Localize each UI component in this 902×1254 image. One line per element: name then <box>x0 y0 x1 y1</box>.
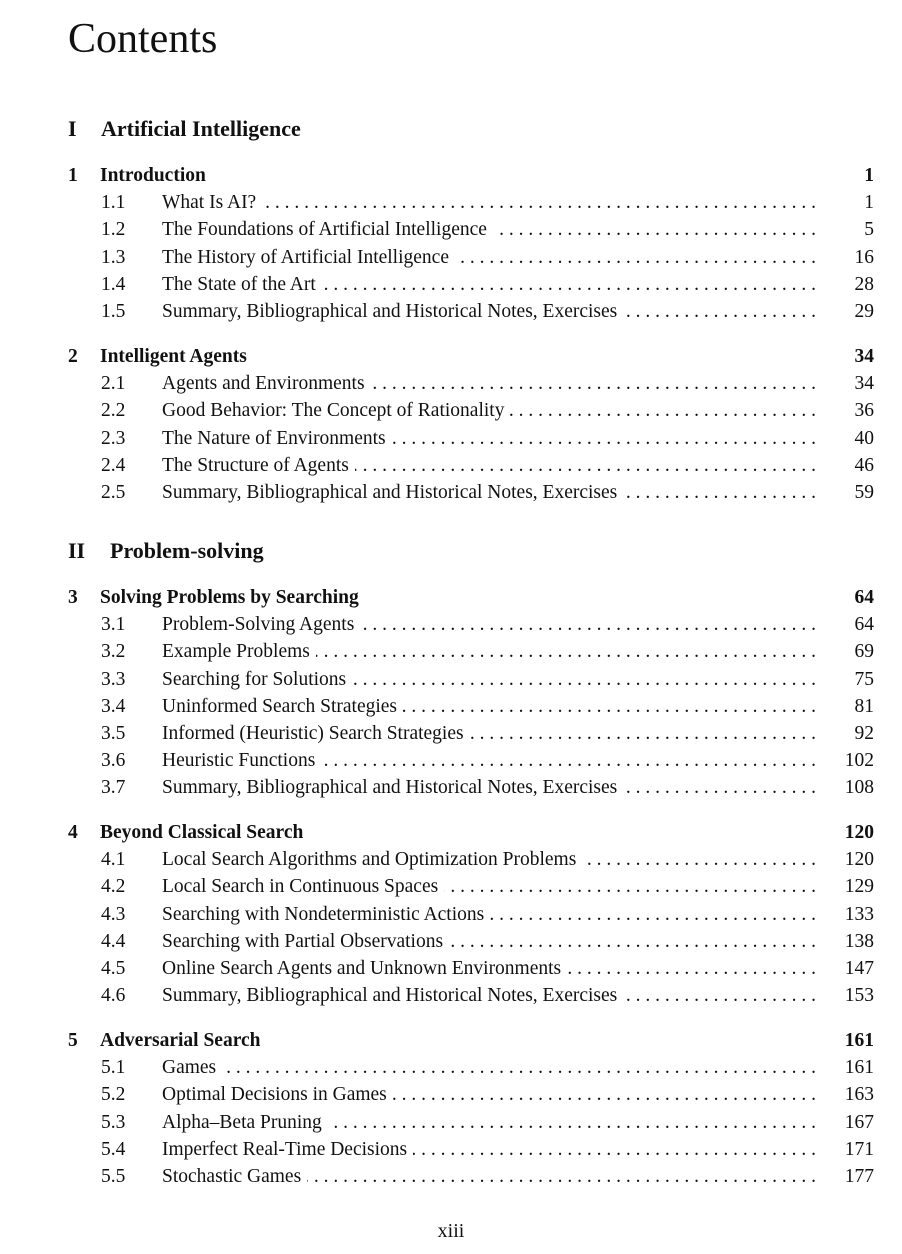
section-title: Heuristic Functions <box>162 751 321 771</box>
part-title: Problem-solving <box>110 538 264 563</box>
section-page: 34 <box>854 373 874 395</box>
section-title: Imperfect Real-Time Decisions <box>162 1140 413 1160</box>
part-number: I <box>68 116 77 141</box>
section-page: 64 <box>854 614 874 636</box>
section-entry[interactable] <box>0 1058 902 1085</box>
section-number: 1.1 <box>101 192 126 214</box>
section-page: 16 <box>854 246 874 268</box>
chapter-number: 4 <box>68 822 78 843</box>
section-number: 4.3 <box>101 903 126 925</box>
section-title: Searching with Nondeterministic Actions <box>162 905 490 925</box>
section-page: 108 <box>844 777 874 799</box>
section-entry[interactable] <box>0 751 902 778</box>
section-entry[interactable] <box>0 1085 902 1112</box>
chapter-entry[interactable] <box>0 347 902 374</box>
section-number: 4.6 <box>101 985 126 1007</box>
section-title: Games <box>162 1058 222 1078</box>
section-title: Summary, Bibliographical and Historical Notes, Exercises <box>162 483 623 503</box>
section-number: 1.5 <box>101 301 126 322</box>
chapter-title: Intelligent Agents <box>100 346 247 367</box>
section-number: 3.4 <box>101 695 126 717</box>
section-entry[interactable] <box>0 193 902 220</box>
section-number: 1.2 <box>101 219 126 241</box>
section-entry[interactable] <box>0 724 902 751</box>
chapter-entry[interactable] <box>0 823 902 850</box>
section-title: The State of the Art <box>162 275 322 295</box>
section-entry[interactable] <box>0 483 902 510</box>
section-number: 4.1 <box>101 849 126 871</box>
section-page: 133 <box>844 903 874 925</box>
section-entry[interactable] <box>0 1113 902 1140</box>
section-entry[interactable] <box>0 220 902 247</box>
section-page: 59 <box>854 482 874 503</box>
chapter-page: 120 <box>844 822 874 843</box>
section-entry[interactable] <box>0 1167 902 1194</box>
section-entry[interactable] <box>0 374 902 401</box>
section-entry[interactable] <box>0 615 902 642</box>
chapter-number: 5 <box>68 1030 78 1051</box>
section-page: 46 <box>854 454 874 476</box>
section-number: 2.4 <box>101 454 126 476</box>
section-title: Local Search Algorithms and Optimization Problems <box>162 850 582 870</box>
section-title: Example Problems <box>162 642 316 662</box>
chapter-number: 1 <box>68 165 78 186</box>
section-title: Local Search in Continuous Spaces <box>162 877 444 897</box>
part-heading[interactable] <box>68 116 301 141</box>
section-title: The Foundations of Artificial Intelligence <box>162 220 493 240</box>
section-page: 40 <box>854 427 874 449</box>
section-title: The History of Artificial Intelligence <box>162 248 455 268</box>
section-page: 120 <box>844 849 874 871</box>
section-title: Problem-Solving Agents <box>162 615 360 635</box>
section-title: What Is AI? <box>162 193 262 213</box>
section-number: 3.1 <box>101 614 126 636</box>
section-number: 5.4 <box>101 1138 126 1160</box>
section-page: 1 <box>864 192 874 214</box>
part-heading[interactable] <box>68 538 264 563</box>
section-title: The Nature of Environments <box>162 429 392 449</box>
section-title: Summary, Bibliographical and Historical Notes, Exercises <box>162 778 623 798</box>
section-number: 2.1 <box>101 373 126 395</box>
section-entry[interactable] <box>0 850 902 877</box>
section-page: 69 <box>854 641 874 663</box>
section-title: Summary, Bibliographical and Historical Notes, Exercises <box>162 986 623 1006</box>
dot-leader <box>162 1058 816 1078</box>
page-title: Contents <box>68 16 218 62</box>
section-page: 81 <box>854 695 874 717</box>
chapter-title: Adversarial Search <box>100 1030 261 1051</box>
section-entry[interactable] <box>0 905 902 932</box>
section-entry[interactable] <box>0 932 902 959</box>
chapter-page: 161 <box>844 1030 874 1051</box>
page-number-footer: xiii <box>437 1220 465 1242</box>
section-page: 153 <box>844 985 874 1007</box>
section-entry[interactable] <box>0 877 902 904</box>
chapter-entry[interactable] <box>0 588 902 615</box>
section-number: 3.6 <box>101 750 126 772</box>
section-title: Optimal Decisions in Games <box>162 1085 393 1105</box>
chapter-number: 2 <box>68 346 78 367</box>
section-page: 28 <box>854 273 874 295</box>
section-entry[interactable] <box>0 642 902 669</box>
section-number: 3.3 <box>101 668 126 690</box>
section-page: 102 <box>844 750 874 772</box>
chapter-title: Beyond Classical Search <box>100 822 304 843</box>
section-number: 3.2 <box>101 641 126 663</box>
chapter-title: Introduction <box>100 165 206 186</box>
section-entry[interactable] <box>0 248 902 275</box>
section-entry[interactable] <box>0 456 902 483</box>
section-number: 5.3 <box>101 1111 126 1133</box>
section-page: 177 <box>844 1166 874 1187</box>
section-entry[interactable] <box>0 697 902 724</box>
section-title: Searching for Solutions <box>162 670 352 690</box>
section-title: Good Behavior: The Concept of Rationality <box>162 401 510 421</box>
section-page: 138 <box>844 930 874 952</box>
section-number: 4.5 <box>101 958 126 979</box>
section-number: 1.4 <box>101 273 126 295</box>
chapter-page: 1 <box>864 165 874 186</box>
section-page: 161 <box>844 1057 874 1079</box>
section-page: 5 <box>864 219 874 241</box>
section-number: 4.2 <box>101 876 126 898</box>
section-title: Agents and Environments <box>162 374 371 394</box>
part-number: II <box>68 538 86 563</box>
section-title: Informed (Heuristic) Search Strategies <box>162 724 470 744</box>
chapter-title: Solving Problems by Searching <box>100 587 359 608</box>
section-page: 129 <box>844 876 874 898</box>
section-title: Online Search Agents and Unknown Environments <box>162 959 567 979</box>
section-page: 75 <box>854 668 874 690</box>
section-title: The Structure of Agents <box>162 456 355 476</box>
section-page: 92 <box>854 723 874 744</box>
section-number: 5.2 <box>101 1084 126 1106</box>
section-entry[interactable] <box>0 429 902 456</box>
section-title: Summary, Bibliographical and Historical Notes, Exercises <box>162 302 623 322</box>
section-page: 147 <box>844 958 874 979</box>
section-page: 163 <box>844 1084 874 1106</box>
chapter-entry[interactable] <box>0 166 902 193</box>
section-title: Uninformed Search Strategies <box>162 697 403 717</box>
part-title: Artificial Intelligence <box>101 116 301 141</box>
section-page: 171 <box>844 1138 874 1160</box>
section-number: 3.5 <box>101 723 126 744</box>
chapter-page: 34 <box>854 346 874 367</box>
section-entry[interactable] <box>0 302 902 329</box>
section-page: 29 <box>854 301 874 322</box>
section-title: Alpha–Beta Pruning <box>162 1113 328 1133</box>
section-entry[interactable] <box>0 1140 902 1167</box>
section-number: 3.7 <box>101 777 126 799</box>
section-page: 36 <box>854 400 874 422</box>
section-number: 2.2 <box>101 400 126 422</box>
section-title: Stochastic Games <box>162 1167 307 1187</box>
section-entry[interactable] <box>0 778 902 805</box>
section-entry[interactable] <box>0 959 902 986</box>
chapter-entry[interactable] <box>0 1031 902 1058</box>
section-number: 4.4 <box>101 930 126 952</box>
section-entry[interactable] <box>0 401 902 428</box>
chapter-page: 64 <box>854 587 874 608</box>
section-number: 5.1 <box>101 1057 126 1079</box>
section-entry[interactable] <box>0 670 902 697</box>
section-title: Searching with Partial Observations <box>162 932 449 952</box>
section-number: 1.3 <box>101 246 126 268</box>
section-entry[interactable] <box>0 986 902 1013</box>
section-page: 167 <box>844 1111 874 1133</box>
section-number: 2.5 <box>101 482 126 503</box>
section-number: 5.5 <box>101 1166 126 1187</box>
section-entry[interactable] <box>0 275 902 302</box>
section-number: 2.3 <box>101 427 126 449</box>
chapter-number: 3 <box>68 587 78 608</box>
